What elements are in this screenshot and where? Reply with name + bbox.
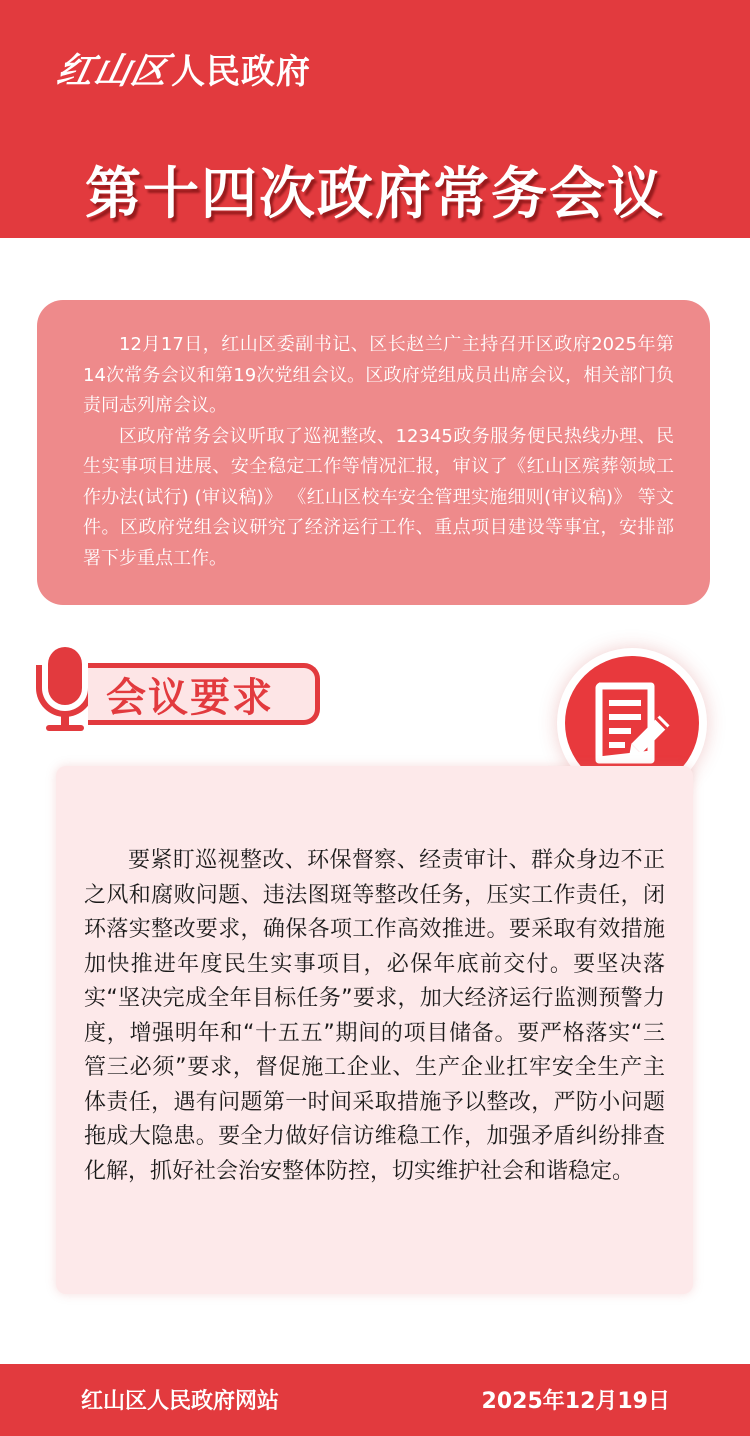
footer-source: 红山区人民政府网站 — [81, 1389, 280, 1414]
page-title: 第十四次政府常务会议 — [85, 162, 665, 227]
intro-paragraph: 区政府常务会议听取了巡视整改、12345政务服务便民热线办理、民生实事项目进展、安全稳定工作等情况汇报，审议了《红山区殡葬领域工作办法(试行) (审议稿)》 《红山区校车安全管理实施细则(审议稿)》 等文件。区政府党组会议研究了经济运行工作、重点项目建设等事宜，安排部署下步重点工作。 — [83, 425, 674, 569]
footer-date: 2025年12月19日 — [481, 1389, 670, 1414]
footer-bar — [0, 1364, 750, 1436]
brand-text: 人民政府 — [171, 51, 312, 92]
requirements-label-box — [88, 663, 320, 725]
requirements-badge — [36, 647, 326, 731]
intro-paragraph: 12月17日，红山区委副书记、区长赵兰广主持召开区政府2025年第14次常务会议和第19次党组会议。区政府党组成员出席会议，相关部门负责同志列席会议。 — [83, 334, 674, 416]
header-banner — [0, 0, 750, 238]
requirements-paragraph: 要紧盯巡视整改、环保督察、经责审计、群众身边不正之风和腐败问题、违法图斑等整改任务，压实工作责任，闭环落实整改要求，确保各项工作高效推进。要采取有效措施加快推进年度民生实事项目，必保年底前交付。要坚决落实“坚决完成全年目标任务”要求，加大经济运行监测预警力度，增强明年和“十五五”期间的项目储备。要严格落实“三管三必须”要求，督促施工企业、生产企业扛牢安全生产主体责任，遇有问题第一时间采取措施予以整改，严防小问题拖成大隐患。要全力做好信访维稳工作，加强矛盾纠纷排查化解，抓好社会治安整体防控，切实维护社会和谐稳定。 — [84, 848, 665, 1184]
requirements-content-box — [56, 766, 693, 1294]
requirements-heading: 会议要求 — [106, 674, 274, 721]
brand-logo — [53, 40, 312, 96]
brand-script-text: 红山区 — [53, 49, 173, 92]
intro-summary-box — [37, 300, 710, 605]
